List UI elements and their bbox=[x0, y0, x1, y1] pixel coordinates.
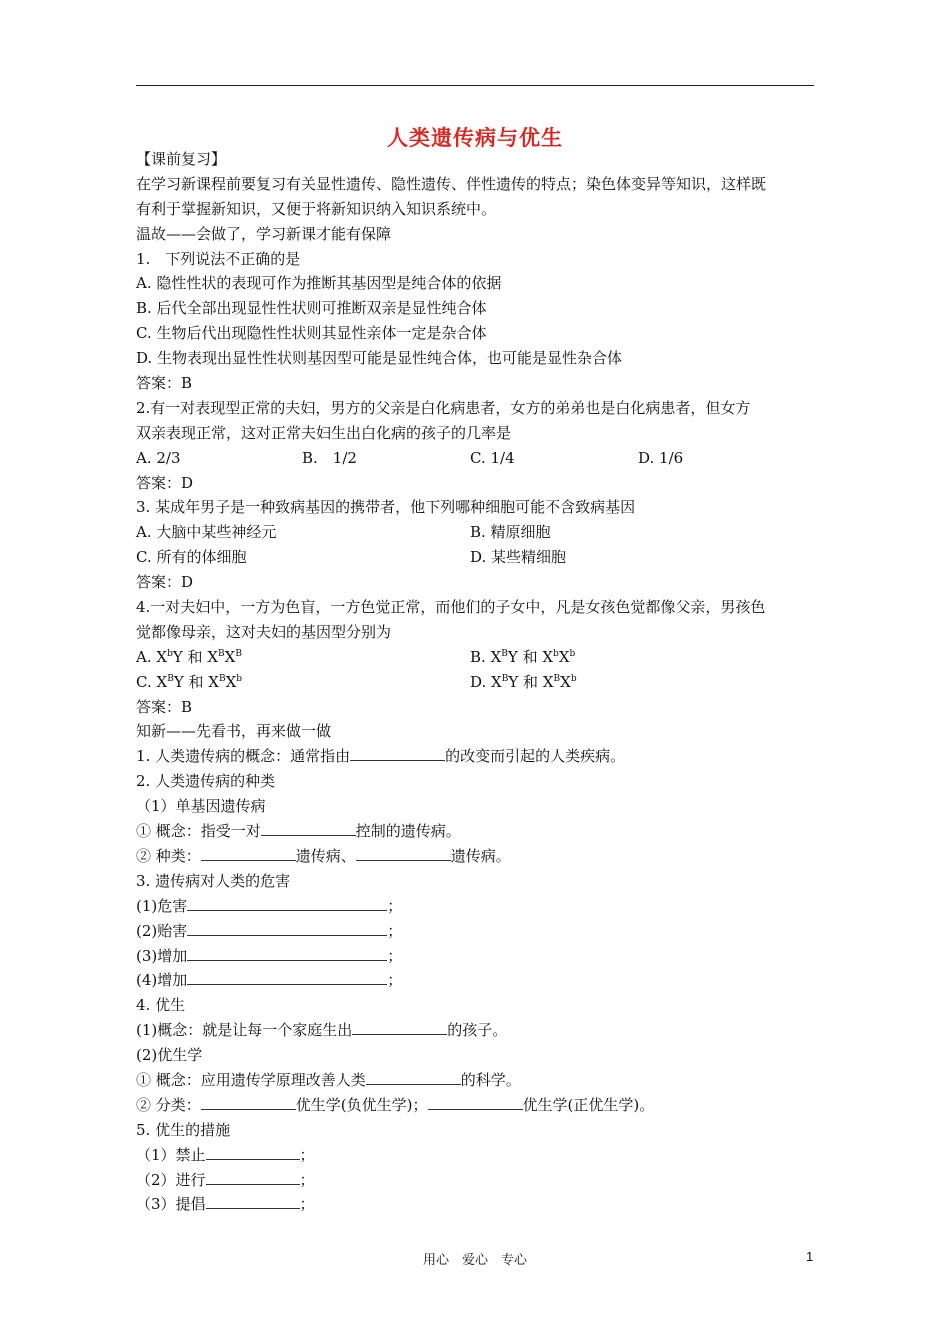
q4-stem-1: 4.一对夫妇中，一方为色盲，一方色觉正常，而他们的子女中，凡是女孩色觉都像父亲，男孩色 bbox=[136, 598, 766, 617]
fill-blank[interactable] bbox=[187, 920, 387, 936]
q1-option-c: C. 生物后代出现隐性性状则其显性亲体一定是杂合体 bbox=[136, 324, 487, 343]
q2-option-b: B. 1/2 bbox=[302, 448, 357, 467]
s5-item-2: （2）进行 ； bbox=[136, 1170, 315, 1189]
fill-blank[interactable] bbox=[187, 945, 387, 961]
s4-2a-line: ① 概念：应用遗传学原理改善人类 的科学。 bbox=[136, 1070, 521, 1089]
intro-line-1: 在学习新课程前要复习有关显性遗传、隐性遗传、伴性遗传的特点；染色体变异等知识，这样既 bbox=[136, 174, 767, 193]
fill-blank[interactable] bbox=[206, 1144, 300, 1160]
s2-heading: 2. 人类遗传病的种类 bbox=[136, 772, 276, 791]
q4-option-d: D. $X^BY$ 和 $X^BX^b$ bbox=[470, 672, 577, 691]
s4-heading: 4. 优生 bbox=[136, 996, 186, 1015]
q4-stem-2: 觉都像母亲，这对夫妇的基因型分别为 bbox=[136, 622, 392, 641]
fill-blank[interactable] bbox=[201, 845, 296, 861]
header-rule bbox=[136, 85, 814, 86]
q3-option-d: D. 某些精细胞 bbox=[470, 548, 567, 567]
document-body bbox=[136, 147, 816, 1217]
q2-stem-1: 2.有一对表现型正常的夫妇，男方的父亲是白化病患者，女方的弟弟也是白化病患者，但女方 bbox=[136, 398, 751, 417]
q1-option-a: A. 隐性性状的表现可作为推断其基因型是纯合体的依据 bbox=[136, 274, 502, 293]
s3-item-3: (3)增加 ； bbox=[136, 946, 403, 965]
fill-blank[interactable] bbox=[350, 745, 445, 761]
s4-2-heading: (2)优生学 bbox=[136, 1046, 203, 1065]
q1-option-d: D. 生物表现出显性性状则基因型可能是显性纯合体，也可能是显性杂合体 bbox=[136, 349, 623, 368]
s2-1b-line: ② 种类： 遗传病、 遗传病。 bbox=[136, 846, 511, 865]
s3-heading: 3. 遗传病对人类的危害 bbox=[136, 871, 291, 890]
s4-1-line: (1)概念：就是让每一个家庭生出 的孩子。 bbox=[136, 1021, 508, 1040]
q2-option-a: A. 2/3 bbox=[136, 448, 181, 467]
fill-blank[interactable] bbox=[187, 969, 387, 985]
q4-answer: 答案：B bbox=[136, 697, 193, 716]
s3-item-1: (1)危害 ； bbox=[136, 896, 403, 915]
fill-blank[interactable] bbox=[206, 1193, 300, 1209]
s3-item-2: (2)贻害 ； bbox=[136, 921, 403, 940]
s5-heading: 5. 优生的措施 bbox=[136, 1120, 231, 1139]
q3-options-row-1 bbox=[136, 520, 816, 545]
q2-option-c: C. 1/4 bbox=[470, 448, 515, 467]
q3-options-row-2 bbox=[136, 545, 816, 570]
s2-1-heading: （1）单基因遗传病 bbox=[136, 797, 266, 816]
q3-answer: 答案：D bbox=[136, 573, 194, 592]
q1-answer: 答案：B bbox=[136, 374, 193, 393]
s2-1a-line: ① 概念：指受一对 控制的遗传病。 bbox=[136, 822, 461, 841]
q3-option-b: B. 精原细胞 bbox=[470, 523, 551, 542]
page-number: 1 bbox=[806, 1249, 814, 1264]
q4-option-a: A. $X^bY$ 和 $X^BX^B$ bbox=[136, 647, 242, 666]
s5-item-3: （3）提倡 ； bbox=[136, 1195, 315, 1214]
fill-blank[interactable] bbox=[201, 1094, 296, 1110]
fill-blank[interactable] bbox=[366, 1069, 461, 1085]
page-title: 人类遗传病与优生 bbox=[387, 125, 563, 150]
review-heading: 【课前复习】 bbox=[136, 150, 227, 168]
q2-answer: 答案：D bbox=[136, 473, 194, 492]
fill-blank[interactable] bbox=[206, 1169, 300, 1185]
fill-blank[interactable] bbox=[428, 1094, 523, 1110]
s4-2b-line: ② 分类： 优生学(负优生学)； 优生学(正优生学)。 bbox=[136, 1095, 655, 1114]
fill-blank[interactable] bbox=[352, 1019, 447, 1035]
q4-option-c: C. $X^BY$ 和 $X^BX^b$ bbox=[136, 672, 243, 691]
q3-option-c: C. 所有的体细胞 bbox=[136, 548, 247, 567]
intro-line-2: 有利于掌握新知识，又便于将新知识纳入知识系统中。 bbox=[136, 199, 497, 218]
s5-item-1: （1）禁止 ； bbox=[136, 1145, 315, 1164]
q2-stem-2: 双亲表现正常，这对正常夫妇生出白化病的孩子的几率是 bbox=[136, 423, 512, 442]
q1-option-b: B. 后代全部出现显性性状则可推断双亲是显性纯合体 bbox=[136, 299, 487, 318]
page-footer: 用心 爱心 专心 bbox=[422, 1253, 527, 1268]
fill-blank[interactable] bbox=[187, 895, 387, 911]
q3-stem: 3. 某成年男子是一种致病基因的携带者，他下列哪种细胞可能不含致病基因 bbox=[136, 498, 636, 517]
q4-options-row-2 bbox=[136, 670, 816, 695]
fill-blank[interactable] bbox=[356, 845, 451, 861]
s3-item-4: (4)增加 ； bbox=[136, 971, 403, 990]
q3-option-a: A. 大脑中某些神经元 bbox=[136, 523, 277, 542]
q4-options-row-1 bbox=[136, 645, 816, 670]
q2-option-d: D. 1/6 bbox=[638, 448, 684, 467]
fill-blank[interactable] bbox=[261, 820, 356, 836]
new-subheading: 知新——先看书，再来做一做 bbox=[136, 722, 332, 741]
s1-line: 1. 人类遗传病的概念：通常指由 的改变而引起的人类疾病。 bbox=[136, 747, 626, 766]
q1-stem: 1. 下列说法不正确的是 bbox=[136, 249, 301, 268]
review-subheading: 温故——会做了，学习新课才能有保障 bbox=[136, 224, 392, 243]
q2-options bbox=[136, 446, 816, 471]
q4-option-b: B. $X^BY$ 和 $X^bX^b$ bbox=[470, 647, 576, 666]
